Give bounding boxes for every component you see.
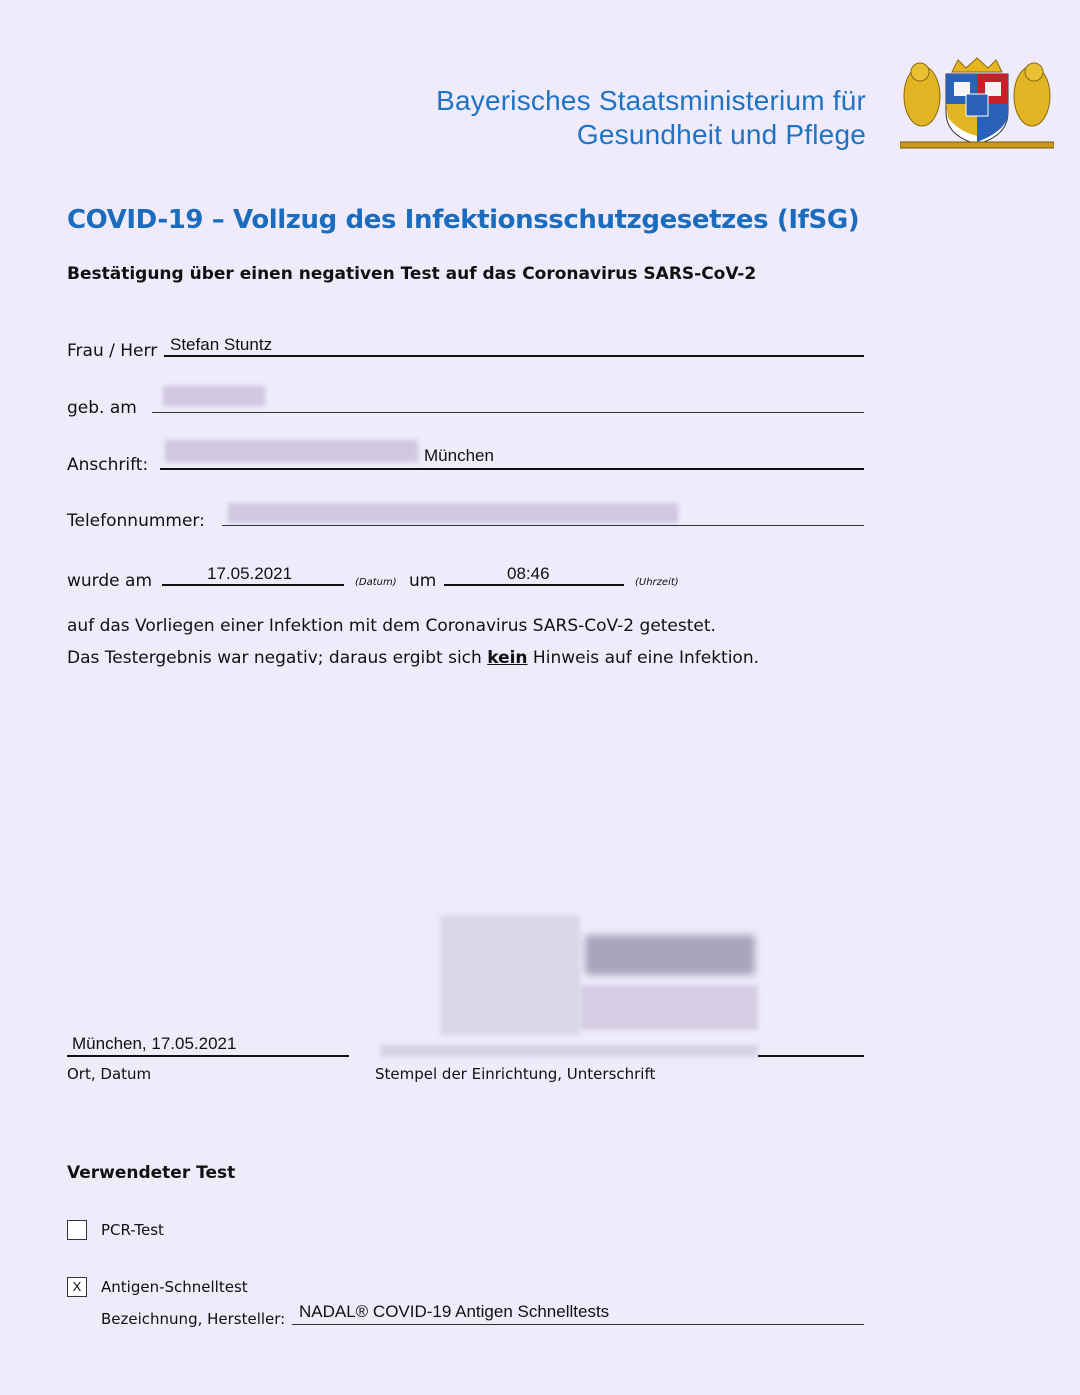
ministry-name	[436, 84, 866, 152]
time-line	[444, 584, 624, 586]
document-subtitle: Bestätigung über einen negativen Test auf das Coronavirus SARS-CoV-2	[67, 264, 757, 284]
place-date-label: Ort, Datum	[67, 1065, 152, 1083]
place-date-line	[67, 1055, 349, 1057]
pcr-label: PCR-Test	[101, 1221, 164, 1239]
address-city: München	[424, 446, 494, 465]
redacted-phone	[228, 503, 678, 523]
test-type-heading: Verwendeter Test	[67, 1163, 236, 1183]
phone-label: Telefonnummer:	[67, 511, 205, 531]
document-title: COVID-19 – Vollzug des Infektionsschutzgesetzes (IfSG)	[67, 205, 860, 235]
manufacturer-line	[292, 1324, 864, 1325]
statement-line-2-start: Das Testergebnis war negativ; daraus ergibt sich	[67, 648, 488, 668]
statement-line-2-end: Hinweis auf eine Infektion.	[527, 648, 760, 668]
stamp-label: Stempel der Einrichtung, Unterschrift	[375, 1065, 656, 1083]
stamp-blur-dark	[585, 935, 755, 975]
ministry-line-2: Gesundheit und Pflege	[576, 119, 866, 150]
redacted-stamp-signature	[380, 895, 760, 1060]
antigen-checkbox[interactable]: X	[67, 1277, 87, 1297]
date-line	[162, 584, 344, 586]
signature-blur	[380, 1045, 758, 1057]
statement-line-2	[67, 648, 759, 668]
statement-line-1: auf das Vorliegen einer Infektion mit dem Coronavirus SARS-CoV-2 getestet.	[67, 616, 716, 636]
address-line	[160, 468, 864, 470]
place-date-value: München, 17.05.2021	[72, 1034, 237, 1053]
tested-label: wurde am	[67, 571, 152, 591]
stamp-blur-left	[440, 915, 580, 1035]
test-time: 08:46	[507, 564, 550, 583]
stamp-blur-right	[580, 985, 758, 1030]
redacted-birth-date	[163, 386, 265, 406]
time-hint: (Uhrzeit)	[635, 577, 679, 588]
manufacturer-value: NADAL® COVID-19 Antigen Schnelltests	[299, 1302, 610, 1321]
redacted-address	[165, 440, 418, 462]
name-line	[164, 355, 864, 357]
bavarian-coat-of-arms-icon	[900, 56, 1054, 150]
birth-line	[152, 412, 864, 413]
test-date: 17.05.2021	[207, 564, 293, 583]
pcr-checkbox[interactable]	[67, 1220, 87, 1240]
phone-line	[222, 525, 864, 526]
ministry-line-1: Bayerisches Staatsministerium für	[436, 85, 866, 116]
signature-line	[758, 1055, 864, 1057]
name-label: Frau / Herr	[67, 341, 158, 361]
manufacturer-label: Bezeichnung, Hersteller:	[101, 1310, 286, 1328]
name-value: Stefan Stuntz	[170, 335, 273, 354]
date-hint: (Datum)	[355, 577, 397, 588]
address-label: Anschrift:	[67, 455, 149, 475]
antigen-label: Antigen-Schnelltest	[101, 1278, 248, 1296]
birth-label: geb. am	[67, 398, 137, 418]
um-label: um	[409, 571, 437, 591]
statement-kein: kein	[487, 648, 528, 668]
